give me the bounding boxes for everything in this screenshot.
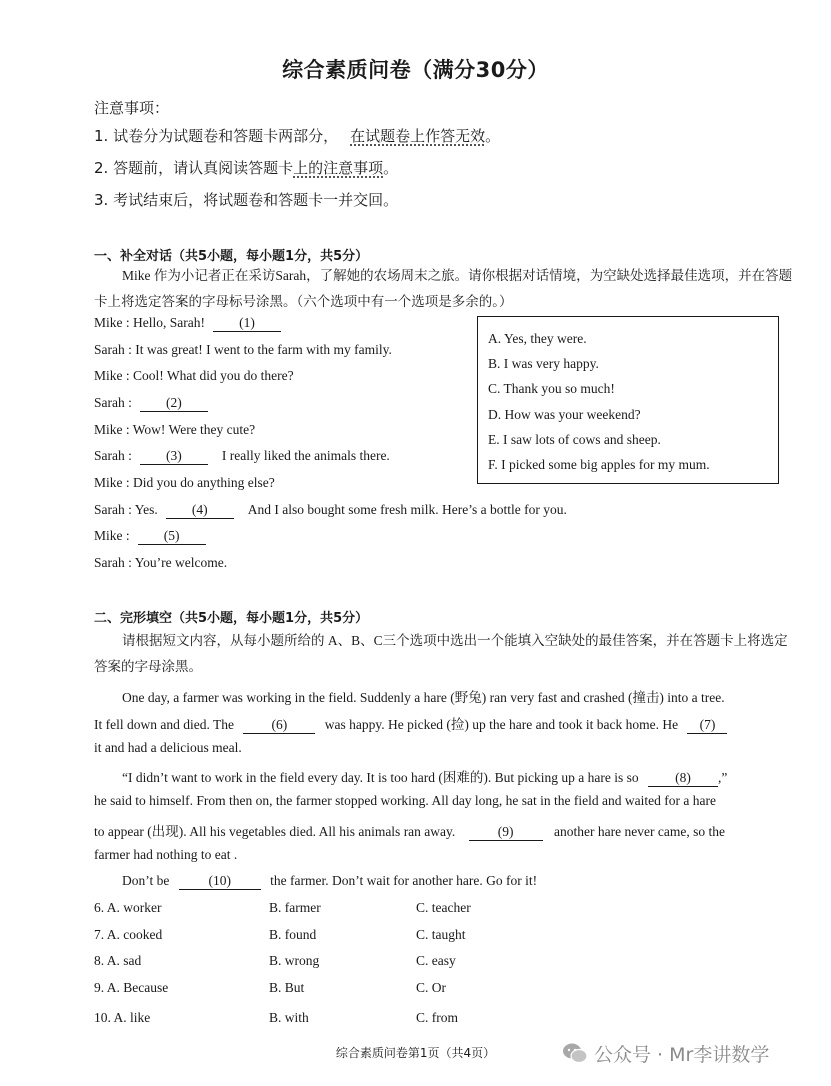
answer-blank: (5) [138,528,206,545]
page-title: 综合素质问卷（满分30分） [282,58,549,82]
section1-instruction: Mike 作为小记者正在采访Sarah，了解她的农场周末之旅。请你根据对话情境，为空缺处选择最佳选项，并在答题卡上将选定答案的字母标号涂黑。（六个选项中有一个选项是多余的。） [94,268,793,309]
choice-option-b: B. wrong [269,953,320,968]
notice-item-2-end: 。 [383,159,399,177]
choice-option-c: C. easy [416,953,456,968]
notice-item-1-text: 1. 试卷分为试题卷和答题卡两部分， [94,127,339,145]
option-e: E. I saw lots of cows and sheep. [488,431,661,447]
notice-item-2-emphasis: 上的注意事项 [293,159,384,177]
choice-option-b: B. farmer [269,900,321,915]
passage-text: Don’t be [122,873,170,888]
page-footer: 综合素质问卷第1页（共4页） [335,1046,496,1060]
dialogue-text: Sarah : Yes. [94,502,158,517]
choice-option-a: 10. A. like [94,1010,151,1025]
passage-line-7: farmer had nothing to eat . [94,847,238,862]
choice-option-b: B. found [269,927,317,942]
passage-line-4 [122,766,727,787]
dialogue-line [94,502,567,519]
dialogue-text: Sarah : It was great! I went to the farm with my family. [94,342,392,357]
notice-item-2 [94,157,398,178]
dialogue-line [94,342,392,358]
passage-line-5: he said to himself. From then on, the farmer stopped working. All day long, he sat in the field and waited for a hare [94,793,716,808]
choice-row [94,927,514,947]
blank-8: (8) [648,770,718,787]
passage-text: ,” [718,770,728,785]
passage-line-1: One day, a farmer was working in the field. Suddenly a hare (野兔) ran very fast and crashed (撞击) into a tree. [122,690,725,705]
choice-option-c: C. from [416,1010,458,1025]
choice-option-a: 8. A. sad [94,953,142,968]
wechat-icon [562,1042,588,1064]
choice-row [94,953,514,973]
notice-item-1 [94,125,500,146]
dialogue-text: Mike : Hello, Sarah! [94,315,205,330]
choice-option-c: C. taught [416,927,466,942]
notice-item-2-text: 2. 答题前，请认真阅读答题卡 [94,159,294,177]
dialogue-line [94,368,294,384]
blank-9: (9) [469,824,543,841]
choice-row [94,900,514,920]
answer-blank: (1) [213,315,281,332]
watermark-text: 公众号 · Mr李讲数学 [594,1044,770,1066]
blank-7: (7) [687,717,727,734]
passage-text: was happy. He picked (捡) up the hare and took it back home. He [324,717,679,732]
notice-heading: 注意事项： [94,99,170,117]
choice-option-a: 9. A. Because [94,980,169,995]
notice-item-3: 3. 考试结束后，将试题卷和答题卡一并交回。 [94,191,399,209]
passage-line-3: it and had a delicious meal. [94,740,242,755]
dialogue-line [94,475,275,491]
choice-option-b: B. with [269,1010,309,1025]
section2-title: 二、完形填空（共5小题，每小题1分，共5分） [94,611,369,626]
option-f: F. I picked some big apples for my mum. [488,456,710,472]
dialogue-text: Mike : Cool! What did you do there? [94,368,294,383]
dialogue-line [94,422,255,438]
notice-item-1-end: 。 [485,127,501,145]
passage-text: It fell down and died. The [94,717,234,732]
option-b: B. I was very happy. [488,356,599,372]
dialogue-text: Mike : [94,528,130,543]
passage-line-2 [94,713,727,734]
dialogue-line [94,555,227,571]
passage-text: to appear (出现). All his vegetables died. All his animals ran away. [94,824,456,839]
passage-text: the farmer. Don’t wait for another hare. Go for it! [270,873,538,888]
dialogue-line [94,528,214,545]
passage-text: “I didn’t want to work in the field every day. It is too hard (困难的). But picking up a hare is so [122,770,639,785]
section2-instruction: 请根据短文内容，从每小题所给的 A、B、C三个选项中选出一个能填入空缺处的最佳答案，并在答题卡上将选定答案的字母涂黑。 [94,633,788,674]
dialogue-line [94,315,289,332]
option-box [477,316,779,484]
dialogue-text: I really liked the animals there. [221,448,390,463]
answer-blank: (2) [140,395,208,412]
blank-6: (6) [243,717,315,734]
choice-row [94,980,514,1000]
dialogue-text: Mike : Wow! Were they cute? [94,422,256,437]
passage-line-6 [94,820,725,841]
blank-10: (10) [179,873,261,890]
option-c: C. Thank you so much! [488,381,615,397]
dialogue-text: Sarah : You’re welcome. [94,555,228,570]
notice-item-1-emphasis: 在试题卷上作答无效 [350,127,486,145]
choice-option-a: 7. A. cooked [94,927,163,942]
option-a: A. Yes, they were. [488,331,587,346]
dialogue-text: Mike : Did you do anything else? [94,475,275,490]
dialogue-text: Sarah : [94,448,132,463]
choice-option-c: C. Or [416,980,446,995]
choice-row [94,1010,514,1030]
dialogue-text: And I also bought some fresh milk. Here’s a bottle for you. [247,502,567,517]
passage-line-8 [122,873,537,890]
passage-text: another hare never came, so the [554,824,725,839]
choice-option-c: C. teacher [416,900,471,915]
section1-title: 一、补全对话（共5小题，每小题1分，共5分） [94,249,369,264]
answer-blank: (3) [140,448,208,465]
answer-blank: (4) [166,502,234,519]
choice-option-b: B. But [269,980,305,995]
dialogue-text: Sarah : [94,395,132,410]
option-d: D. How was your weekend? [488,406,641,422]
dialogue-line [94,448,390,465]
dialogue-line [94,395,216,412]
watermark [562,1040,769,1067]
choice-option-a: 6. A. worker [94,900,162,915]
